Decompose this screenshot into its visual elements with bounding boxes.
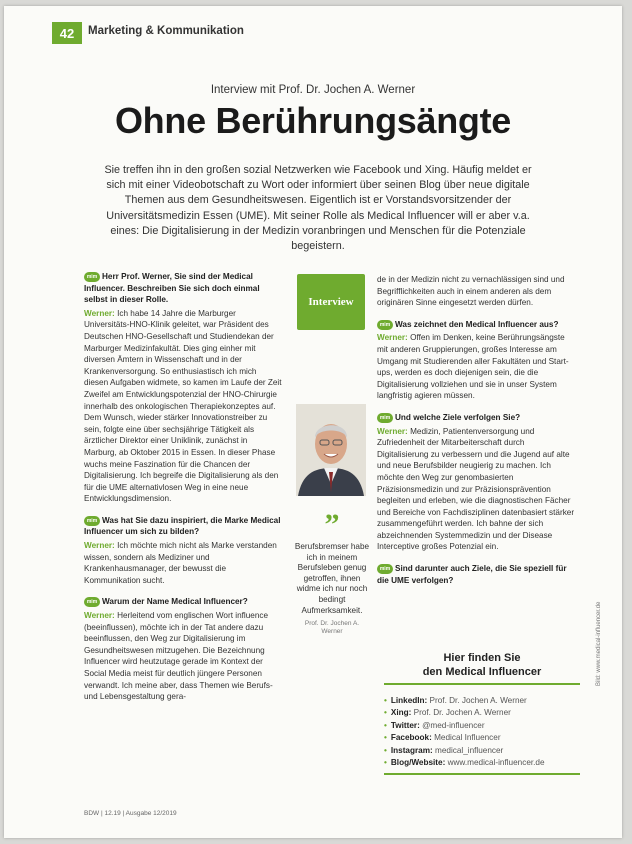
answer-text: Ich möchte mich nicht als Marke verstanden wissen, sondern als Mediziner und Krankenhausmanager, der bewusst die Kommunikation sucht.: [84, 541, 277, 585]
question-text: Was hat Sie dazu inspiriert, die Marke Medical Influencer um sich zu bilden?: [84, 515, 281, 537]
bullet-icon: •: [384, 758, 387, 768]
bullet-icon: •: [384, 708, 387, 718]
question: [377, 319, 577, 331]
question-icon: mim: [84, 597, 100, 607]
pull-quote: Berufsbremser habe ich in meinem Berufsleben genug getroffen, ihnen widme ich nur noch bedingt Aufmerksamkeit.: [294, 542, 370, 615]
question: [84, 515, 282, 538]
link-label: Blog/Website:: [390, 758, 446, 768]
question-icon: mim: [84, 516, 100, 526]
link-value: Prof. Dr. Jochen A. Werner: [413, 708, 511, 718]
link-label: Instagram:: [390, 745, 433, 755]
answer-text: Ich habe 14 Jahre die Marburger Universitäts-HNO-Klinik geleitet, war Präsident des Deutschen HNO-Gesellschaft und Studiendekan der Marburger Medizinfakultät. Dies ging einher mit diversen Ämtern in Wissenschaft und in der Krankenversorgung. So enthusiastisch ich mich diesen Aufgaben widmete, so kamen im Laufe der Zeit Zweifel am Entwicklungspotenzial der HNO-Chirurgie innerhalb des onkologischen Therapiekonzeptes auf. Dem Wunsch, wieder stärker Innovationstreiber zu sein, folgte eine über sechsjährige Tätigkeit als ärztlicher Direktor einer Uniklinik, zunächst in Marburg, ab Oktober 2015 in Essen. In dieser Phase wuchs meine Faszination für die Chancen der Digitalisierung. Ich begreife die Digitalisierung als den für die UME alternativlosen Weg in eine neue Entwicklungsdimension.: [84, 308, 282, 504]
question-text: Was zeichnet den Medical Influencer aus?: [395, 319, 559, 329]
answer: [377, 426, 577, 554]
social-link-twitter[interactable]: [384, 720, 584, 732]
question-text: Herr Prof. Werner, Sie sind der Medical Influencer. Beschreiben Sie sich doch einmal selbst in dieser Rolle.: [84, 272, 260, 305]
social-link-facebook[interactable]: [384, 732, 584, 744]
question: [377, 412, 577, 424]
social-link-blog[interactable]: [384, 757, 584, 769]
answer: [377, 332, 577, 402]
link-label: Facebook:: [390, 733, 432, 743]
photo-credit: Bild: www.medical-influencer.de: [596, 601, 602, 686]
question-text: Sind darunter auch Ziele, die Sie speziell für die UME verfolgen?: [377, 564, 567, 585]
question-icon: mim: [377, 564, 393, 574]
link-value: medical_influencer: [435, 745, 504, 755]
page-footer: BDW | 12.19 | Ausgabe 12/2019: [84, 810, 177, 817]
social-link-linkedin[interactable]: [384, 695, 584, 707]
page-number: 42: [52, 22, 82, 44]
link-label: Xing:: [390, 708, 412, 718]
link-value: @med-influencer: [422, 720, 485, 730]
answer-text: de in der Medizin nicht zu vernachlässigen sind und Begrifflichkeiten auch in einem anderen als dem originären Sinne eingesetzt werden dürfen.: [377, 275, 565, 308]
social-link-xing[interactable]: [384, 707, 584, 719]
question: [84, 596, 282, 608]
article-title: Ohne Berührungsängte: [114, 100, 512, 141]
link-label: LinkedIn:: [390, 696, 428, 705]
link-label: Twitter:: [390, 720, 420, 730]
question-icon: mim: [377, 320, 393, 330]
section-title: Marketing & Kommunikation: [88, 25, 244, 37]
answer-text: Offen im Denken, keine Berührungsängste mit anderen Gruppierungen, großes Interesse am Umgang mit Studierenden aller Fakultäten und Start-ups, werden es doch diejenigen sein, die die Digitalisierung vollziehen und sie in unser System langfristig agieren müssen.: [377, 333, 569, 401]
speaker-label: Werner:: [84, 611, 115, 621]
speaker-label: Werner:: [84, 541, 115, 551]
magazine-page: [4, 6, 622, 838]
answer-text: Medizin, Patientenversorgung und Zufriedenheit der Mitarbeiterschaft durch Digitalisierung zu verbessern und die Jugend auf alte und neue Berufsbilder neugierig zu machen. Ich möchte den Weg zur genombasierten Präzisionsmedizin und zur Präzisionsprävention begleiten und erleben, wie die diagnostischen Fächer und Bereiche von Fachdisziplinen datenbasiert stärker zusammengeführt werden. Ich bahne der sich abzeichnenden Systemmedizin und der Disease Interceptive großes Potenzial ein.: [377, 426, 575, 552]
infobox-title: [384, 651, 580, 679]
question-text: Und welche Ziele verfolgen Sie?: [395, 412, 521, 422]
article-kicker: Interview mit Prof. Dr. Jochen A. Werner: [210, 84, 416, 96]
question-icon: mim: [84, 272, 100, 282]
bullet-icon: •: [384, 733, 387, 743]
answer: [84, 308, 282, 505]
speaker-label: Werner:: [377, 426, 408, 436]
question-text: Warum der Name Medical Influencer?: [102, 597, 248, 607]
answer: [84, 610, 282, 703]
portrait-photo: [296, 404, 366, 496]
question: [84, 271, 282, 306]
infobox-rule-top: [384, 683, 580, 685]
infobox-title-line: den Medical Influencer: [422, 666, 542, 678]
portrait-illustration: [296, 404, 366, 496]
link-value: www.medical-influencer.de: [447, 758, 545, 768]
pull-quote-source: Prof. Dr. Jochen A. Werner: [304, 620, 360, 635]
interview-badge: Interview: [297, 274, 365, 330]
link-value: Medical Influencer: [434, 733, 501, 743]
answer: [377, 274, 577, 309]
question: [377, 563, 577, 586]
interview-column-right: [377, 274, 577, 588]
quote-mark-icon: ”: [324, 508, 340, 541]
article-lead: Sie treffen ihn in den großen sozial Netzwerken wie Facebook und Xing. Häufig meldet er sich mit einer Videobotschaft zu Wort oder informiert über seinen Blog über neue digitale Themen aus dem Gesundheitswesen. Eigentlich ist er Vorstandsvorsitzender der Universitätsmedizin Essen (UME). Mit seiner Rolle als Medical Influencer will er aber v.a. eines: Die Digitalisierung in der Medizin voranbringen und Menschen für die Potenziale begeistern.: [104, 164, 532, 253]
bullet-icon: •: [384, 745, 387, 755]
question-icon: mim: [377, 413, 393, 423]
link-value: Prof. Dr. Jochen A. Werner: [429, 696, 527, 705]
infobox-title-line: Hier finden Sie: [443, 652, 521, 664]
answer-text: Herleitend vom englischen Wort influence (beeinflussen), möchte ich in der Tat andere dazu beeinflussen, den Weg zur Digitalisierung im Gesundheitswesen mitzugehen. Die Bezeichnung Influencer wird heutzutage gerade im Kontext der Social Media meist für deutlich jüngere Personen verwandt. Ich meine aber, dass Themen wie Berufs- und Lebensgestaltung gera-: [84, 611, 273, 702]
bullet-icon: •: [384, 720, 387, 730]
speaker-label: Werner:: [377, 333, 408, 343]
infobox-rule-bottom: [384, 773, 580, 775]
interview-column-left: [84, 271, 282, 713]
social-link-instagram[interactable]: [384, 745, 584, 757]
answer: [84, 540, 282, 586]
social-links-list: [384, 695, 584, 769]
bullet-icon: •: [384, 696, 387, 705]
speaker-label: Werner:: [84, 308, 115, 318]
